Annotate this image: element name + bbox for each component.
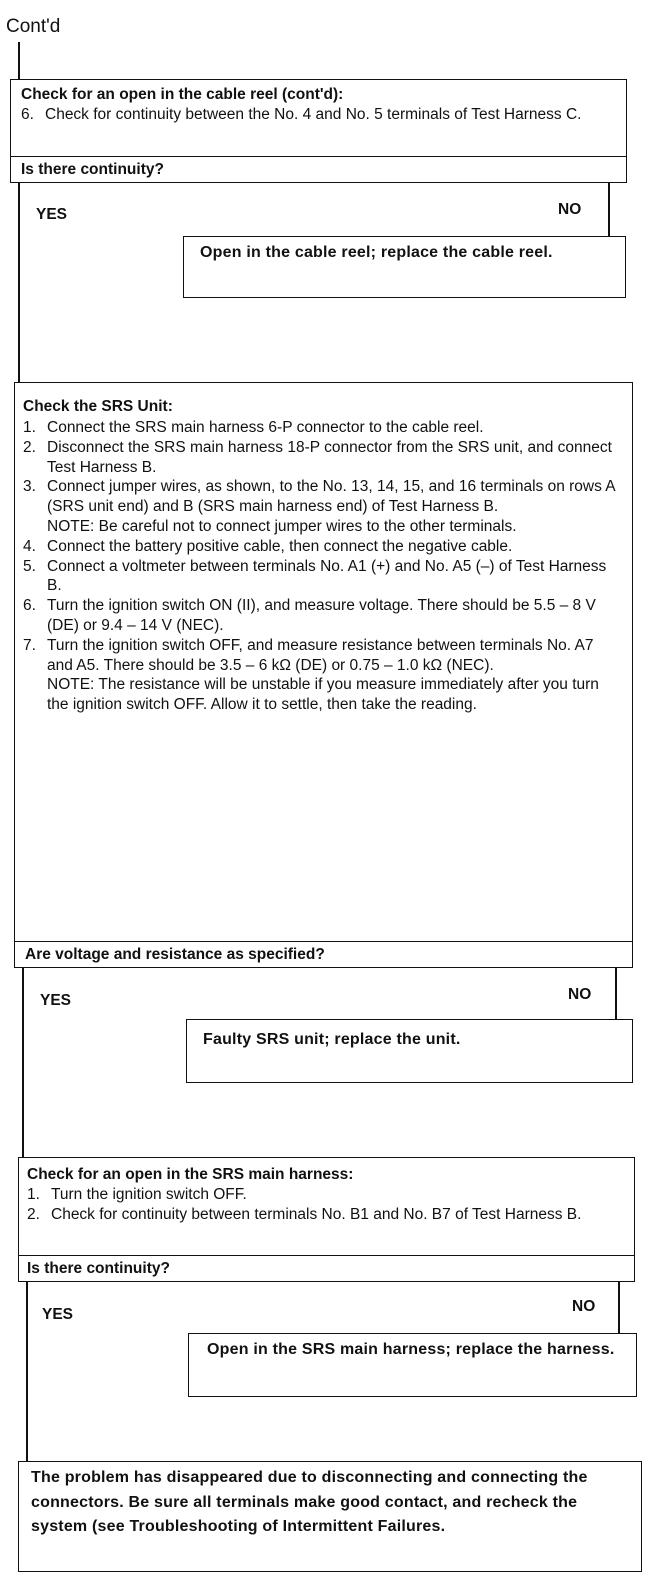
list-item: 2. Check for continuity between terminals No. B1 and No. B7 of Test Harness B. [27,1205,582,1223]
list-item: 4. Connect the battery positive cable, then connect the negative cable. [23,537,513,555]
question-box [14,941,633,968]
no-branch-line [615,968,617,1020]
list-item: 7. Turn the ignition switch OFF, and measure resistance between terminals No. A7 and A5. There should be 3.5 – 6 kΩ (DE) or 0.75 – 1.0 kΩ (NEC). NOTE: The resistance will be unstable if you measure immediately after you turn the ignition switch OFF. Allow it to settle, then take the reading. [23,636,621,715]
list-item: 5. Connect a voltmeter between terminals No. A1 (+) and No. A5 (–) of Test Harness B. [23,557,607,595]
final-box [18,1461,642,1572]
step-title: Check the SRS Unit: [23,398,173,415]
note-text: NOTE: The resistance will be unstable if you measure immediately after you turn the ignition switch OFF. Allow it to settle, then take the reading. [47,676,599,714]
result-text: Open in the SRS main harness; replace the harness. [207,1341,615,1358]
result-box [183,236,626,298]
final-text: The problem has disappeared due to disconnecting and connecting the connectors. Be sure all terminals make good contact, and recheck the system (see Troubleshooting of Intermittent Failures. [31,1469,588,1535]
list-item: 6. Check for continuity between the No. 4 and No. 5 terminals of Test Harness C. [21,106,582,123]
yes-branch-line [22,968,24,1158]
step-list [21,105,613,125]
step-list [27,1185,623,1225]
yes-branch-line [26,1282,28,1462]
step-box-main-harness [18,1157,635,1256]
note-text: NOTE: Be careful not to connect jumper wires to the other terminals. [47,517,517,535]
list-item: 6. Turn the ignition switch ON (II), and measure voltage. There should be 5.5 – 8 V (DE) or 9.4 – 14 V (NEC). [23,597,596,634]
result-box [188,1333,637,1397]
no-label: NO [558,201,582,218]
list-item: 1. Turn the ignition switch OFF. [27,1186,247,1203]
result-text: Open in the cable reel; replace the cable reel. [200,244,553,261]
question-box [18,1255,635,1282]
step-title: Check for an open in the SRS main harness: [27,1166,354,1183]
step-title: Check for an open in the cable reel (cont'd): [21,86,344,103]
contd-label: Cont'd [6,16,61,37]
yes-label: YES [42,1306,74,1323]
result-box [186,1019,633,1083]
flow-connector [18,42,20,80]
no-branch-line [618,1282,620,1334]
yes-branch-line [18,183,20,383]
no-label: NO [572,1298,596,1315]
step-box-cable-reel [10,79,627,157]
result-text: Faulty SRS unit; replace the unit. [203,1031,461,1048]
no-label: NO [568,986,592,1003]
question-box [10,156,627,183]
list-item: 3. Connect jumper wires, as shown, to the No. 13, 14, 15, and 16 terminals on rows A (SRS unit end) and B (SRS main harness end) of Test Harness B. NOTE: Be careful not to connect jumper wires to the other terminals. [23,477,621,536]
list-item: 2. Disconnect the SRS main harness 18-P connector from the SRS unit, and connect Test Harness B. [23,438,612,476]
list-item: 1. Connect the SRS main harness 6-P connector to the cable reel. [23,419,484,436]
question-text: Is there continuity? [27,1260,170,1277]
step-box-srs-unit [14,382,633,942]
question-text: Are voltage and resistance as specified? [25,946,325,963]
yes-label: YES [40,992,72,1009]
yes-label: YES [36,206,68,223]
no-branch-line [608,183,610,237]
question-text: Is there continuity? [21,161,164,178]
step-list [23,418,621,715]
